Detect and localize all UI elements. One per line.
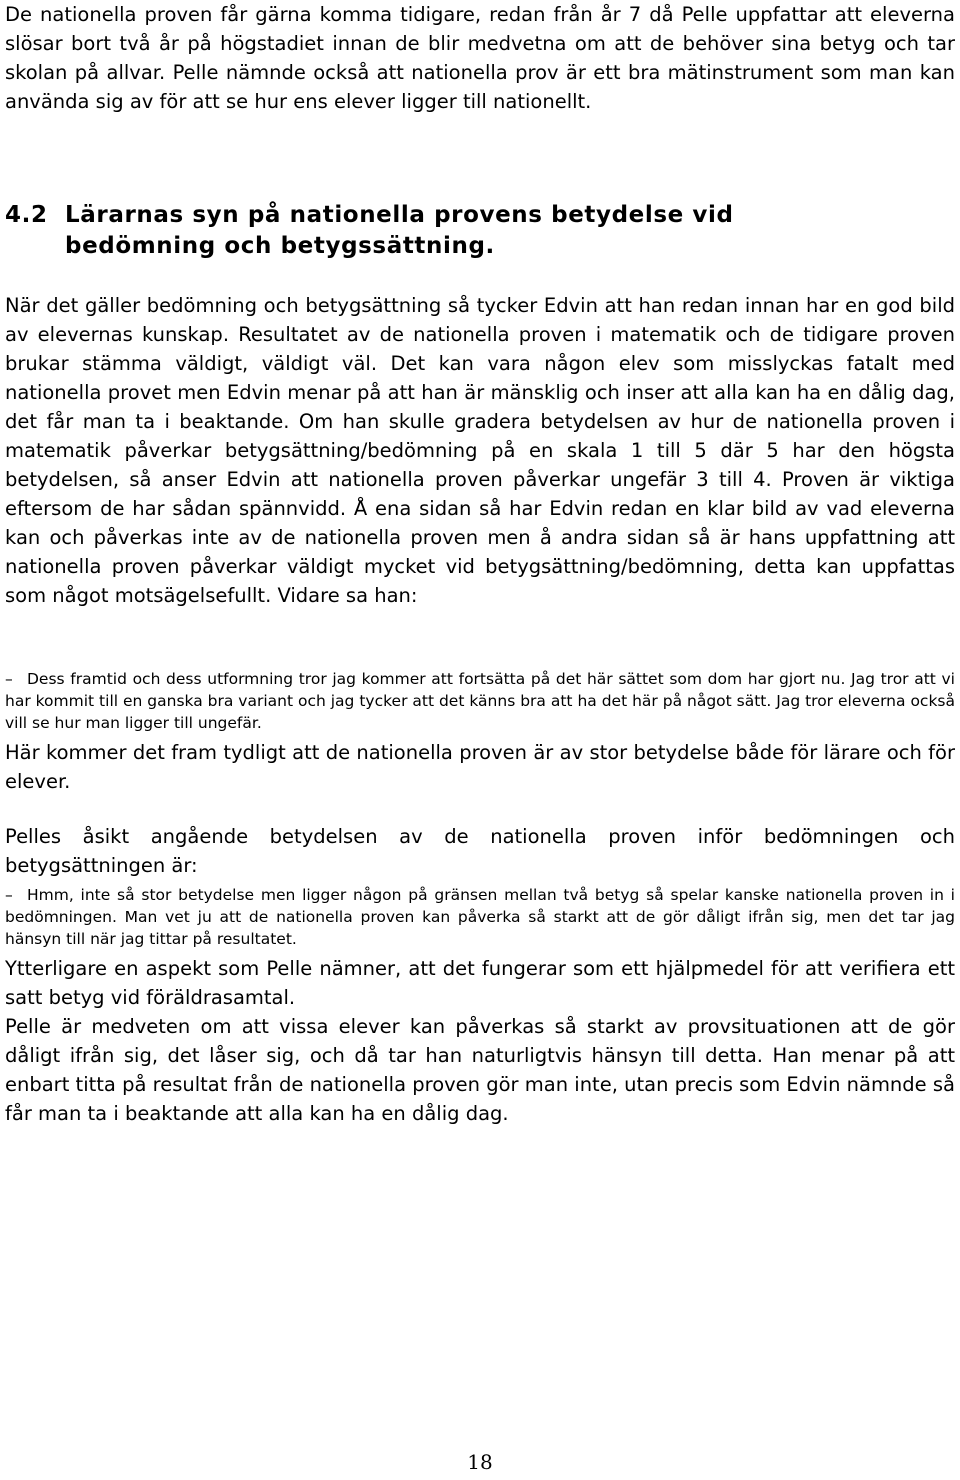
quote-dash: – <box>5 670 13 688</box>
edvin-paragraph: När det gäller bedömning och betygsättning så tycker Edvin att han redan innan har en god bild av elevernas kunskap. Resultatet av de nationella proven i matematik och de tidigare proven brukar stämma väldigt, väldigt väl. Det kan vara någon elev som misslyckas fatalt med nationella provet men Edvin menar på att han är mänsklig och inser att alla kan ha en dålig dag, det får man ta i beaktande. Om han skulle gradera betydelsen av hur de nationella proven i matematik påverkar betygsättning/bedömning på en skala 1 till 5 där 5 har den högsta betydelsen, så anser Edvin att nationella proven påverkar ungefär 3 till 4. Proven är viktiga eftersom de har sådan spännvidd. Å ena sidan så har Edvin redan en klar bild av vad eleverna kan och påverkas inte av de nationella proven men å andra sidan så är hans uppfattning att nationella proven påverkar väldigt mycket vid betygsättning/bedömning, detta kan uppfattas som något motsägelsefullt. Vidare sa han: <box>5 294 955 607</box>
edvin-section <box>5 291 955 610</box>
edvin-quote-text: Dess framtid och dess utformning tror jag kommer att fortsätta på det här sättet som dom har gjort nu. Jag tror att vi har kommit till en ganska bra variant och jag tycker att det känns bra att ha det här på något sätt. Jag tror eleverna också vill se hur man ligger till ungefär. <box>5 670 955 732</box>
intro-paragraph: De nationella proven får gärna komma tidigare, redan från år 7 då Pelle uppfattar att eleverna slösar bort två år på högstadiet innan de blir medvetna om att de behöver sina betyg och tar skolan på allvar. Pelle nämnde också att nationella prov är ett bra mätinstrument som man kan använda sig av för att se hur ens elever ligger till nationellt. <box>5 3 955 113</box>
edvin-quote-block <box>5 668 955 734</box>
pelle-quote <box>5 884 955 950</box>
pelle-aware-paragraph: Pelle är medveten om att vissa elever kan påverkas så starkt av provsituationen att de gör dåligt ifrån sig, det låser sig, och då tar han naturligtvis hänsyn till detta. Han menar på att enbart titta på resultat från de nationella proven gör man inte, utan precis som Edvin nämnde så får man ta i beaktande att alla kan ha en dålig dag. <box>5 1015 955 1125</box>
aspect-paragraph: Ytterligare en aspekt som Pelle nämner, att det fungerar som ett hjälpmedel för att verifiera ett satt betyg vid föräldrasamtal. <box>5 957 955 1009</box>
conclusion-paragraph: Här kommer det fram tydligt att de nationella proven är av stor betydelse både för lärare och för elever. <box>5 741 955 793</box>
conclusion-section <box>5 738 955 796</box>
section-number: 4.2 <box>5 202 48 228</box>
pelle-aware-section <box>5 1012 955 1128</box>
quote-dash: – <box>5 886 13 904</box>
section-title-line1: Lärarnas syn på nationella provens betydelse vid <box>65 202 734 228</box>
aspect-section <box>5 954 955 1012</box>
section-heading <box>5 200 955 262</box>
pelle-quote-text: Hmm, inte så stor betydelse men ligger någon på gränsen mellan två betyg så spelar kanske nationella proven in i bedömningen. Man vet ju att de nationella proven kan påverka så starkt att de gör dåligt ifrån sig, men det tar jag hänsyn till när jag tittar på resultatet. <box>5 886 955 948</box>
pelle-intro-paragraph: Pelles åsikt angående betydelsen av de nationella proven inför bedömningen och betygsättningen är: <box>5 825 955 877</box>
section-title-line2: bedömning och betygssättning. <box>65 233 495 259</box>
pelle-quote-block <box>5 884 955 950</box>
pelle-intro-section <box>5 822 955 880</box>
page-number: 18 <box>467 1450 493 1474</box>
edvin-quote <box>5 668 955 734</box>
